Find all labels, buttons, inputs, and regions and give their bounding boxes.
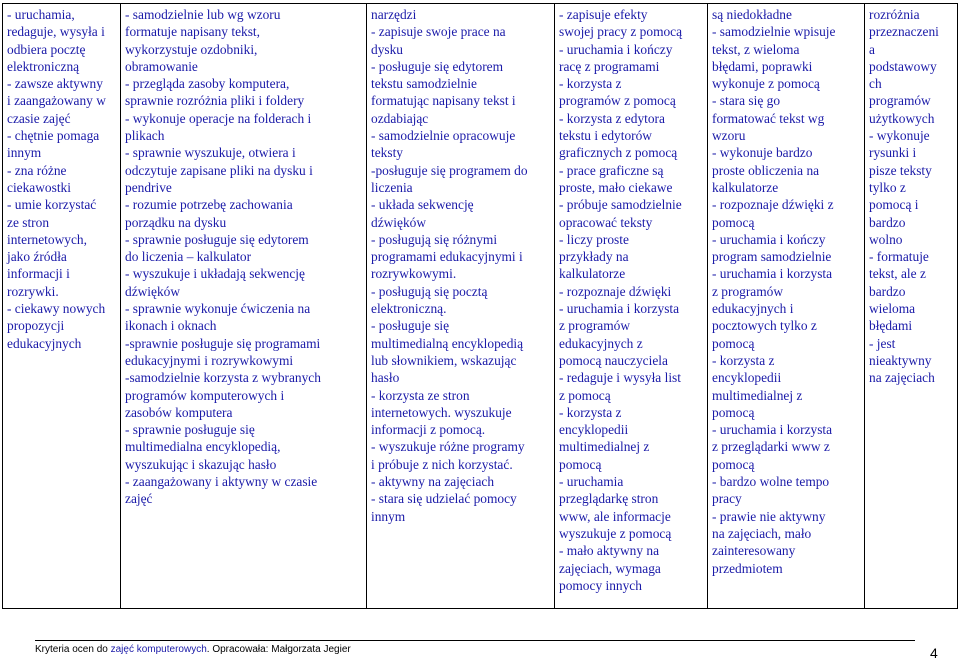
cell-line: - zapisuje swoje prace na: [371, 24, 506, 40]
cell-line: - próbuje samodzielnie: [559, 197, 682, 213]
cell-line: - liczy proste: [559, 231, 629, 247]
criteria-column-5: [708, 4, 865, 609]
cell-line: - korzysta z: [559, 76, 622, 92]
cell-line: błędami, poprawki: [712, 58, 813, 74]
cell-line: program samodzielnie: [712, 249, 832, 265]
cell-line: - wykonuje operacje na folderach i: [125, 110, 312, 126]
cell-line: innym: [7, 145, 42, 161]
cell-line: są niedokładne: [712, 7, 792, 22]
cell-line: liczenia: [371, 179, 413, 195]
cell-line: na zajęciach, mało: [712, 525, 812, 541]
cell-line: - wyszukuje różne programy: [371, 439, 525, 455]
cell-line: sprawnie rozróżnia pliki i foldery: [125, 93, 305, 109]
cell-line: rysunki i: [869, 145, 917, 161]
cell-line: -sprawnie posługuje się programami: [125, 335, 321, 351]
cell-line: formatując napisany tekst i: [371, 93, 516, 109]
cell-line: graficznych z pomocą: [559, 145, 678, 161]
cell-line: wyszukując i skazując hasło: [125, 456, 277, 472]
cell-line: - rozumie potrzebę zachowania: [125, 197, 293, 213]
cell-line: programami edukacyjnymi i: [371, 249, 523, 265]
cell-line: rozrywki.: [7, 283, 59, 299]
cell-line: - chętnie pomaga: [7, 128, 100, 144]
cell-line: - korzysta z: [559, 404, 622, 420]
cell-line: bardzo: [869, 214, 906, 230]
cell-line: innym: [371, 508, 406, 524]
cell-line: - sprawnie posługuje się: [125, 422, 255, 438]
cell-line: z programów: [712, 283, 784, 299]
cell-line: propozycji: [7, 318, 65, 334]
cell-line: formatować tekst wg: [712, 110, 825, 126]
cell-line: błędami: [869, 318, 913, 334]
cell-line: pomocą: [712, 214, 755, 230]
cell-line: proste obliczenia na: [712, 162, 820, 178]
cell-line: programów: [869, 93, 931, 109]
cell-line: swojej pracy z pomocą: [559, 24, 683, 40]
cell-line: ciekawostki: [7, 179, 71, 195]
cell-line: ch: [869, 76, 882, 92]
cell-line: pendrive: [125, 179, 172, 195]
cell-line: - układa sekwencję: [371, 197, 474, 213]
cell-line: wykonuje z pomocą: [712, 76, 820, 92]
cell-line: tylko z: [869, 179, 906, 195]
cell-line: opracować teksty: [559, 214, 653, 230]
cell-line: - posługują się pocztą: [371, 283, 488, 299]
cell-line: rozróżnia: [869, 7, 920, 22]
cell-line: na zajęciach: [869, 370, 935, 386]
cell-line: formatuje napisany tekst,: [125, 24, 260, 40]
cell-line: - uruchamia: [559, 474, 624, 490]
cell-line: wykorzystuje ozdobniki,: [125, 41, 258, 57]
cell-line: z przeglądarki www z: [712, 439, 830, 455]
cell-line: przedmiotem: [712, 560, 783, 576]
criteria-column-6: [865, 4, 958, 609]
cell-line: programów z pomocą: [559, 93, 676, 109]
cell-line: elektroniczną: [7, 58, 80, 74]
cell-line: bardzo: [869, 283, 906, 299]
cell-line: tekstu samodzielnie: [371, 76, 477, 92]
footer-course: zajęć komputerowych: [110, 644, 207, 655]
cell-line: rozrywkowymi.: [371, 266, 457, 282]
cell-line: zajęciach, wymaga: [559, 560, 661, 576]
criteria-column-3: [367, 4, 555, 609]
cell-line: pomocą: [559, 456, 602, 472]
cell-line: ikonach i oknach: [125, 318, 217, 334]
cell-line: i zaangażowany w: [7, 93, 106, 109]
cell-line: tekstu i edytorów: [559, 128, 652, 144]
page-footer: [35, 640, 915, 655]
cell-line: ze stron: [7, 214, 50, 230]
cell-line: podstawowy: [869, 58, 937, 74]
cell-line: - uruchamia i korzysta: [559, 301, 680, 317]
cell-line: - prace graficzne są: [559, 162, 664, 178]
footer-prefix: Kryteria ocen do: [35, 644, 111, 655]
cell-line: - jest: [869, 335, 896, 351]
cell-line: multimedialna encyklopedią,: [125, 439, 281, 455]
cell-line: multimedialnej z: [712, 387, 803, 403]
cell-line: proste, mało ciekawe: [559, 179, 673, 195]
cell-line: - sprawnie wykonuje ćwiczenia na: [125, 301, 311, 317]
cell-line: - uruchamia,: [7, 7, 75, 22]
cell-line: - zaangażowany i aktywny w czasie: [125, 474, 318, 490]
cell-line: - uruchamia i kończy: [712, 231, 826, 247]
cell-line: - sprawnie wyszukuje, otwiera i: [125, 145, 296, 161]
cell-line: internetowych,: [7, 231, 87, 247]
cell-line: odbiera pocztę: [7, 41, 86, 57]
cell-line: pomocą nauczyciela: [559, 352, 668, 368]
page-number: 4: [930, 645, 938, 661]
criteria-table: [2, 3, 958, 609]
cell-line: czasie zajęć: [7, 110, 71, 126]
cell-line: - rozpoznaje dźwięki: [559, 283, 672, 299]
cell-line: -posługuje się programem do: [371, 162, 528, 178]
cell-line: informacji i: [7, 266, 70, 282]
cell-line: tekst, z wieloma: [712, 41, 800, 57]
cell-line: multimedialną encyklopedią: [371, 335, 524, 351]
cell-line: internetowych. wyszukuje: [371, 404, 512, 420]
cell-line: - korzysta z: [712, 352, 775, 368]
cell-line: - aktywny na zajęciach: [371, 474, 495, 490]
cell-line: zasobów komputera: [125, 404, 233, 420]
cell-line: - uruchamia i kończy: [559, 41, 673, 57]
cell-line: dysku: [371, 41, 403, 57]
cell-line: - formatuje: [869, 249, 929, 265]
cell-line: wzoru: [712, 128, 746, 144]
cell-line: - sprawnie posługuje się edytorem: [125, 231, 309, 247]
cell-line: - stara się go: [712, 93, 781, 109]
cell-line: -samodzielnie korzysta z wybranych: [125, 370, 321, 386]
cell-line: pomocą: [712, 335, 755, 351]
cell-line: - ciekawy nowych: [7, 301, 106, 317]
cell-line: pocztowych tylko z: [712, 318, 817, 334]
cell-line: - zawsze aktywny: [7, 76, 103, 92]
cell-line: ozdabiając: [371, 110, 429, 126]
cell-line: - samodzielnie opracowuje: [371, 128, 516, 144]
cell-line: pomocą: [712, 456, 755, 472]
cell-line: zajęć: [125, 491, 153, 507]
cell-line: redaguje, wysyła i: [7, 24, 105, 40]
cell-line: wyszukuje z pomocą: [559, 525, 672, 541]
criteria-column-4: [555, 4, 708, 609]
cell-line: - mało aktywny na: [559, 543, 660, 559]
cell-line: - samodzielnie lub wg wzoru: [125, 7, 281, 22]
cell-line: przeznaczeni: [869, 24, 939, 40]
cell-line: - wykonuje: [869, 128, 930, 144]
cell-line: użytkowych: [869, 110, 935, 126]
cell-line: - stara się udzielać pomocy: [371, 491, 517, 507]
table-row: [3, 4, 958, 609]
cell-line: przykłady na: [559, 249, 629, 265]
cell-line: lub słownikiem, wskazując: [371, 352, 517, 368]
cell-line: - posługują się różnymi: [371, 231, 498, 247]
cell-line: edukacyjnych i: [712, 301, 794, 317]
cell-line: pomocą: [712, 404, 755, 420]
cell-line: elektroniczną.: [371, 301, 447, 317]
cell-line: zainteresowany: [712, 543, 796, 559]
cell-line: informacji z pomocą.: [371, 422, 486, 438]
cell-line: dźwięków: [125, 283, 181, 299]
cell-line: tekst, ale z: [869, 266, 926, 282]
cell-line: pomocy innych: [559, 577, 642, 593]
cell-line: edukacyjnych: [7, 335, 82, 351]
cell-line: plikach: [125, 128, 165, 144]
cell-line: dźwięków: [371, 214, 427, 230]
cell-line: - rozpoznaje dźwięki z: [712, 197, 834, 213]
cell-line: - korzysta z edytora: [559, 110, 665, 126]
cell-line: wieloma: [869, 301, 916, 317]
cell-line: - zapisuje efekty: [559, 7, 648, 22]
criteria-column-1: [3, 4, 121, 609]
cell-line: porządku na dysku: [125, 214, 227, 230]
cell-line: odczytuje zapisane pliki na dysku i: [125, 162, 313, 178]
cell-line: jako źródła: [7, 249, 67, 265]
cell-line: www, ale informacje: [559, 508, 671, 524]
cell-line: - bardzo wolne tempo: [712, 474, 830, 490]
cell-line: a: [869, 41, 875, 57]
cell-line: multimedialnej z: [559, 439, 650, 455]
criteria-column-2: [121, 4, 367, 609]
cell-line: - wykonuje bardzo: [712, 145, 813, 161]
cell-line: wolno: [869, 231, 903, 247]
cell-line: pracy: [712, 491, 742, 507]
cell-line: edukacyjnymi i rozrywkowymi: [125, 352, 294, 368]
cell-line: - samodzielnie wpisuje: [712, 24, 836, 40]
cell-line: kalkulatorze: [712, 179, 779, 195]
cell-line: racę z programami: [559, 58, 660, 74]
cell-line: - uruchamia i korzysta: [712, 266, 833, 282]
cell-line: - korzysta ze stron: [371, 387, 470, 403]
cell-line: programów komputerowych i: [125, 387, 285, 403]
cell-line: pomocą i: [869, 197, 919, 213]
cell-line: edukacyjnych z: [559, 335, 643, 351]
cell-line: obramowanie: [125, 58, 198, 74]
cell-line: nieaktywny: [869, 352, 932, 368]
cell-line: kalkulatorze: [559, 266, 626, 282]
cell-line: encyklopedii: [559, 422, 629, 438]
cell-line: - wyszukuje i układają sekwencję: [125, 266, 305, 282]
cell-line: teksty: [371, 145, 403, 161]
cell-line: hasło: [371, 370, 400, 386]
cell-line: - posługuje się edytorem: [371, 58, 504, 74]
cell-line: pisze teksty: [869, 162, 932, 178]
cell-line: narzędzi: [371, 7, 417, 22]
footer-author: . Opracowała: Małgorzata Jegier: [206, 644, 351, 655]
cell-line: - redaguje i wysyła list: [559, 370, 681, 386]
cell-line: - umie korzystać: [7, 197, 97, 213]
cell-line: i próbuje z nich korzystać.: [371, 456, 513, 472]
cell-line: - zna różne: [7, 162, 67, 178]
cell-line: - przegląda zasoby komputera,: [125, 76, 290, 92]
cell-line: - posługuje się: [371, 318, 450, 334]
cell-line: przeglądarkę stron: [559, 491, 659, 507]
cell-line: z programów: [559, 318, 631, 334]
cell-line: z pomocą: [559, 387, 611, 403]
cell-line: encyklopedii: [712, 370, 782, 386]
cell-line: - prawie nie aktywny: [712, 508, 826, 524]
cell-line: do liczenia – kalkulator: [125, 249, 252, 265]
cell-line: - uruchamia i korzysta: [712, 422, 833, 438]
